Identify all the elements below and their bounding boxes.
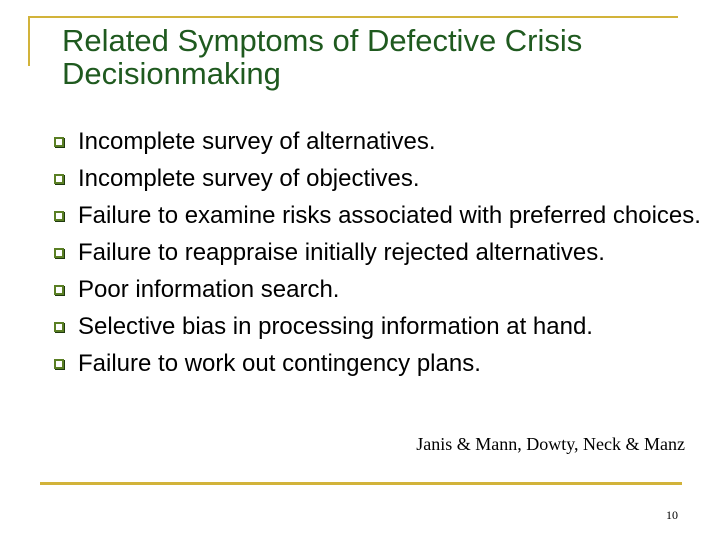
hollow-square-bullet-icon bbox=[54, 322, 64, 332]
bullet-item bbox=[54, 160, 704, 197]
hollow-square-bullet-icon bbox=[54, 174, 64, 184]
bullet-text: Failure to work out contingency plans. bbox=[78, 350, 481, 377]
bullet-item bbox=[54, 197, 704, 234]
citation: Janis & Mann, Dowty, Neck & Manz bbox=[416, 434, 685, 454]
frame-left-rule bbox=[28, 16, 30, 66]
bullet-list bbox=[54, 123, 704, 382]
bullet-item bbox=[54, 123, 704, 160]
hollow-square-bullet-icon bbox=[54, 359, 64, 369]
page-number: 10 bbox=[666, 508, 678, 522]
bullet-item bbox=[54, 345, 704, 382]
frame-bottom-rule bbox=[40, 482, 682, 485]
bullet-text: Incomplete survey of alternatives. bbox=[78, 128, 436, 155]
hollow-square-bullet-icon bbox=[54, 285, 64, 295]
bullet-item bbox=[54, 308, 704, 345]
bullet-text: Incomplete survey of objectives. bbox=[78, 165, 420, 192]
slide-title: Related Symptoms of Defective Crisis Decisionmaking bbox=[62, 23, 583, 91]
hollow-square-bullet-icon bbox=[54, 137, 64, 147]
hollow-square-bullet-icon bbox=[54, 248, 64, 258]
bullet-text: Selective bias in processing information at hand. bbox=[78, 313, 593, 340]
bullet-text: Failure to examine risks associated with preferred choices. bbox=[78, 202, 701, 229]
hollow-square-bullet-icon bbox=[54, 211, 64, 221]
bullet-text: Failure to reappraise initially rejected alternatives. bbox=[78, 239, 605, 266]
bullet-text: Poor information search. bbox=[78, 276, 340, 303]
bullet-item bbox=[54, 234, 704, 271]
bullet-item bbox=[54, 271, 704, 308]
frame-top-rule bbox=[28, 16, 678, 18]
